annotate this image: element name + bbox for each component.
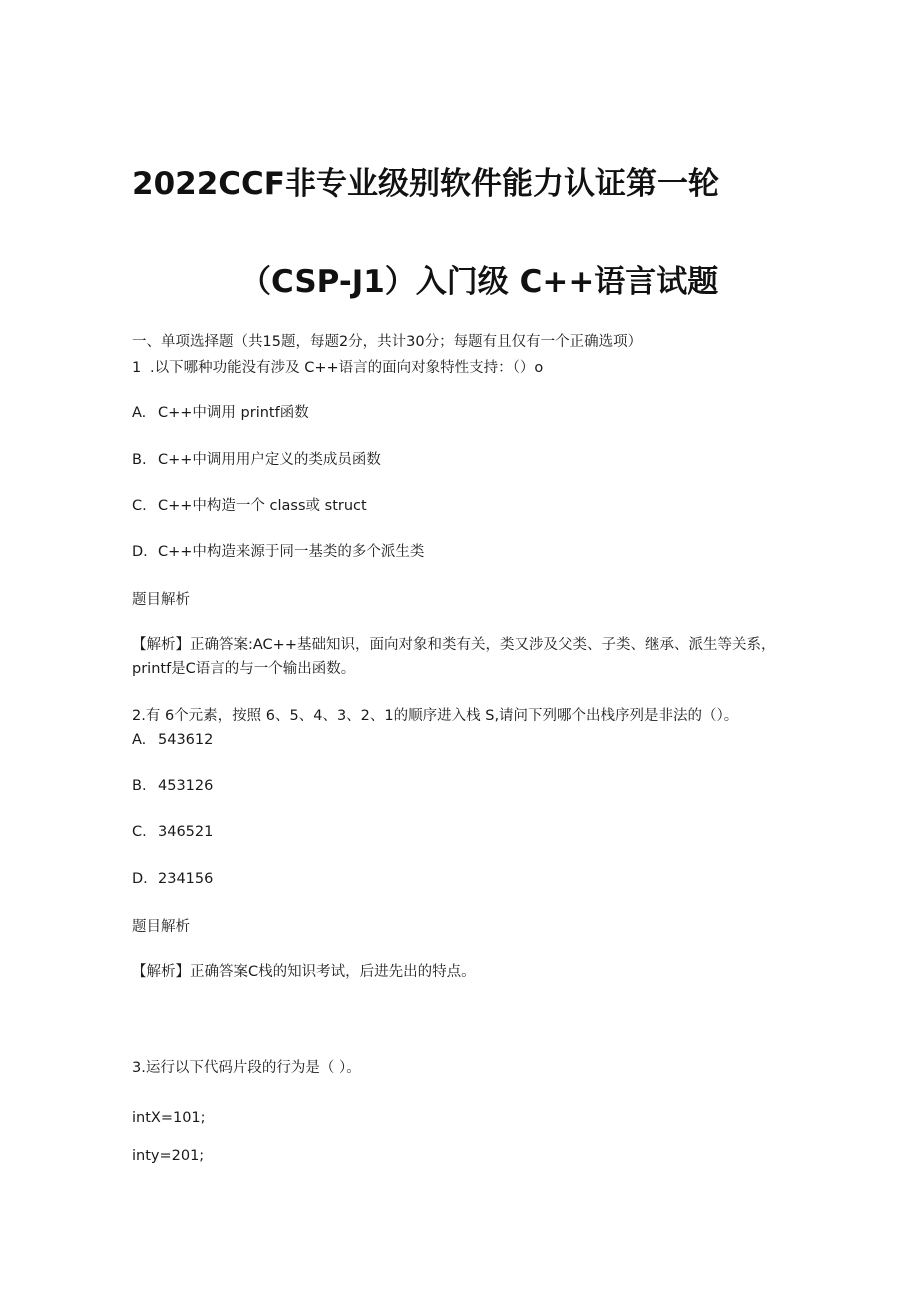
option-text: C++中构造来源于同一基类的多个派生类 bbox=[158, 544, 425, 560]
option-letter: C. bbox=[132, 498, 147, 514]
option-text: 234156 bbox=[158, 871, 214, 887]
document-title-line-1: 2022CCF非专业级别软件能力认证第一轮 bbox=[132, 166, 719, 202]
question-1-option-d bbox=[132, 540, 424, 564]
question-1-text: .以下哪种功能没有涉及 C++语言的面向对象特性支持：（）o bbox=[150, 360, 544, 376]
question-1-option-b bbox=[132, 448, 381, 472]
option-text: 543612 bbox=[158, 732, 214, 748]
question-2-option-c bbox=[132, 820, 213, 844]
question-2-analysis: 【解析】正确答案C栈的知识考试，后进先出的特点。 bbox=[132, 964, 476, 980]
question-1-option-c bbox=[132, 494, 367, 518]
option-text: C++中调用用户定义的类成员函数 bbox=[158, 452, 381, 468]
code-line-1: intX=101; bbox=[132, 1110, 206, 1126]
code-line-2: inty=201; bbox=[132, 1148, 205, 1164]
option-letter: B. bbox=[132, 452, 147, 468]
option-letter: C. bbox=[132, 824, 147, 840]
question-2-option-b bbox=[132, 774, 213, 798]
question-1-analysis: 【解析】正确答案:AC++基础知识，面向对象和类有关，类又涉及父类、子类、继承、派生等关系，printf是C语言的与一个输出函数。 bbox=[132, 637, 776, 677]
option-text: C++中构造一个 class或 struct bbox=[158, 498, 367, 514]
option-text: C++中调用 printf函数 bbox=[158, 405, 309, 421]
option-letter: D. bbox=[132, 544, 148, 560]
question-2-option-d bbox=[132, 867, 213, 891]
option-text: 453126 bbox=[158, 778, 214, 794]
section-heading: 一、单项选择题（共15题，每题2分，共计30分；每题有且仅有一个正确选项） bbox=[132, 334, 643, 350]
question-2-option-a bbox=[132, 728, 213, 752]
question-1-number: 1 bbox=[132, 360, 142, 376]
option-letter: B. bbox=[132, 778, 147, 794]
question-1-analysis-label: 题目解析 bbox=[132, 592, 190, 608]
document-title-line-2: （CSP-J1）入门级 C++语言试题 bbox=[240, 264, 719, 300]
option-letter: A. bbox=[132, 732, 147, 748]
question-1 bbox=[132, 356, 543, 380]
question-2: 2.有 6个元素，按照 6、5、4、3、2、1的顺序进入栈 S,请问下列哪个出栈序列是非法的（）。 bbox=[132, 708, 739, 724]
question-1-option-a bbox=[132, 401, 309, 425]
question-2-analysis-label: 题目解析 bbox=[132, 919, 190, 935]
option-letter: D. bbox=[132, 871, 148, 887]
question-3: 3.运行以下代码片段的行为是（ ）。 bbox=[132, 1060, 361, 1076]
option-text: 346521 bbox=[158, 824, 214, 840]
option-letter: A. bbox=[132, 405, 147, 421]
